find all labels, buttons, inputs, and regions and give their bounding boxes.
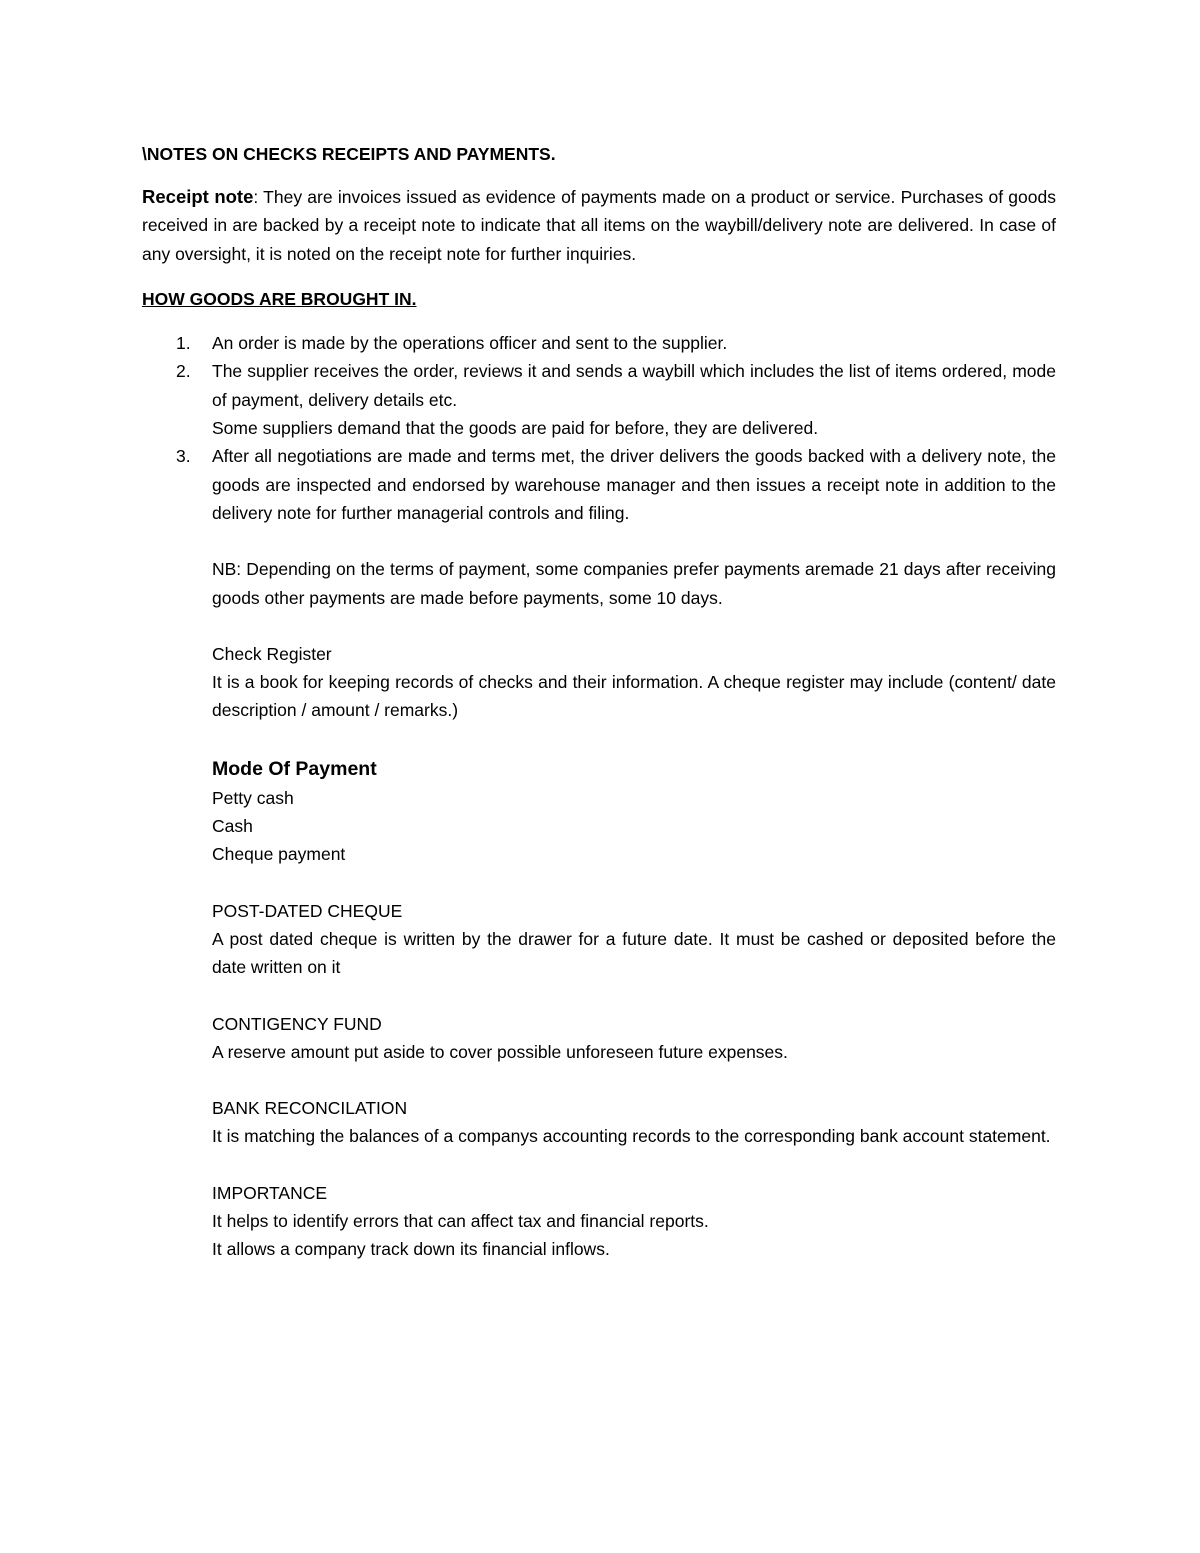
document-body [142, 140, 1056, 1264]
importance-block [212, 1179, 1056, 1264]
contingency-text: A reserve amount put aside to cover possible unforeseen future expenses. [212, 1041, 788, 1062]
step-number: 3. [176, 446, 191, 467]
step-text: The supplier receives the order, reviews it and sends a waybill which includes the list of items ordered, mode of payment, delivery details etc. [212, 361, 1056, 410]
list-item [142, 329, 1056, 357]
payment-mode-item: Petty cash [212, 787, 294, 808]
list-item [142, 442, 1056, 527]
check-register-block [212, 640, 1056, 725]
importance-heading: IMPORTANCE [212, 1182, 328, 1203]
list-item [142, 357, 1056, 442]
step-number: 2. [176, 361, 191, 382]
step-extra-text: Some suppliers demand that the goods are paid for before, they are delivered. [212, 418, 819, 439]
document-title: \NOTES ON CHECKS RECEIPTS AND PAYMENTS. [142, 144, 556, 164]
step-text: After all negotiations are made and terms met, the driver delivers the goods backed with a delivery note, the goods are inspected and endorsed by warehouse manager and then issues a receipt note in addition to the delivery note for further managerial controls and filing. [212, 446, 1056, 523]
post-dated-block [212, 897, 1056, 982]
how-goods-heading: HOW GOODS ARE BROUGHT IN. [142, 288, 417, 309]
bank-reconciliation-text: It is matching the balances of a companys accounting records to the corresponding bank account statement. [212, 1126, 1051, 1147]
payment-mode-item: Cheque payment [212, 844, 346, 865]
receipt-note-paragraph [142, 183, 1056, 268]
contingency-block [212, 1010, 1056, 1067]
steps-list [142, 329, 1056, 527]
post-dated-text: A post dated cheque is written by the drawer for a future date. It must be cashed or deposited before the date written on it [212, 928, 1056, 978]
indented-section [142, 555, 1056, 1263]
step-number: 1. [176, 333, 191, 354]
check-register-heading: Check Register [212, 643, 332, 664]
check-register-text: It is a book for keeping records of checks and their information. A cheque register may include (content/ date description / amount / remarks.) [212, 672, 1056, 721]
receipt-note-label: Receipt note [142, 186, 254, 207]
contingency-heading: CONTIGENCY FUND [212, 1013, 382, 1034]
nb-paragraph: NB: Depending on the terms of payment, some companies prefer payments aremade 21 days after receiving goods other payments are made before payments, some 10 days. [212, 559, 1056, 608]
bank-reconciliation-heading: BANK RECONCILATION [212, 1098, 408, 1119]
importance-line: It helps to identify errors that can affect tax and financial reports. [212, 1211, 709, 1232]
receipt-note-text: : They are invoices issued as evidence of payments made on a product or service. Purchases of goods received in are backed by a receipt note to indicate that all items on the waybill/delivery note are delivered. In case of any oversight, it is noted on the receipt note for further inquiries. [142, 187, 1056, 264]
post-dated-heading: POST-DATED CHEQUE [212, 900, 403, 921]
bank-reconciliation-block [212, 1094, 1056, 1151]
importance-line: It allows a company track down its financial inflows. [212, 1239, 610, 1260]
payment-mode-item: Cash [212, 816, 253, 837]
step-text: An order is made by the operations officer and sent to the supplier. [212, 333, 728, 354]
mode-of-payment-heading: Mode Of Payment [212, 757, 377, 780]
